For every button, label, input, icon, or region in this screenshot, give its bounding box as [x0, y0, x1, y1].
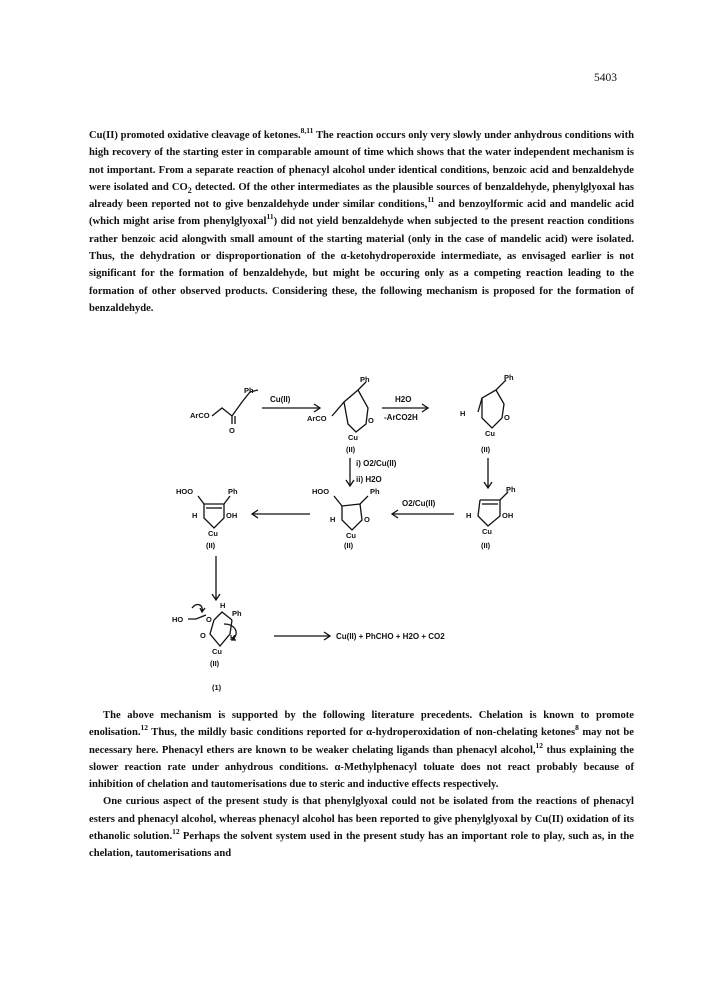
hydroperoxy-label: HOO [176, 487, 194, 496]
copper-label: Cu [485, 429, 495, 438]
acid-loss-label: -ArCO2H [384, 413, 418, 422]
phenyl-label: Ph [228, 487, 238, 496]
arrow-hydrolysis [382, 395, 428, 422]
text: thus explaining the slower reaction rate under anhydrous conditions. α-Methylphenacyl toluate does not react probably because of inhibition of chelation and tautomerisations due to steric and inductive effects respectively. [89, 744, 634, 791]
text: Thus, the mildly basic conditions reported for α-hydroperoxidation of non-chelating ketones [148, 727, 576, 739]
phenyl-label: Ph [360, 375, 370, 384]
citation: 11 [266, 212, 274, 222]
text: Perhaps the solvent system used in the present study has an important role to play, such as, in the chelation, tautomerisations and [89, 831, 634, 860]
arrow-cu-ii [262, 395, 320, 412]
chelate-ester [307, 375, 374, 454]
oxidation-state-label: (II) [481, 541, 491, 550]
hydroperoxy-label: HOO [312, 487, 330, 496]
enediol-chelate [466, 485, 516, 550]
copper-label: Cu [208, 529, 218, 538]
hydroxy-label: H [330, 515, 336, 524]
hydroxy-label: H [460, 409, 466, 418]
text: One curious aspect of the present study is that phenylglyoxal could not be isolated from the reactions of phenacyl esters and phenacyl alcohol, whereas phenacyl alcohol has been reported to give phenylglyoxal by Cu(II) oxidation of its ethanolic solution. [89, 796, 634, 843]
citation: 11 [427, 195, 435, 205]
arrow-oxidation-1 [346, 458, 397, 486]
phenyl-label: Ph [506, 485, 516, 494]
hydroperoxy-label: HO [172, 615, 184, 624]
text: may not be necessary here. Phenacyl ethers are known to be weaker chelating ligands than phenacyl alcohol, [89, 727, 634, 756]
chelate-alcohol [460, 373, 514, 454]
arrow-cyclisation [212, 556, 220, 600]
arco-label: ArCO [190, 411, 210, 420]
text: ) did not yield benzaldehyde when subjected to the present reaction conditions rather benzoic acid alongwith small amount of the starting material (only in the case of mandelic acid) were isolated. Thus, the dehydration or disproportionation of the α-ketohydroperoxide intermediate, as envisaged earlier is not significant for the formation of benzaldehyde, but might be occuring only as a competing reaction leading to the formation of other observed products. Considering these, the following mechanism is proposed for the formation of benzaldehyde. [89, 216, 634, 314]
hydroxy-label: OH [226, 511, 238, 520]
page-number: 5403 [594, 72, 617, 84]
hydrogen-label: H [220, 601, 226, 610]
oxidation-state-label: (II) [346, 445, 356, 454]
oxygen-label: O [504, 413, 510, 422]
o2-cu-label: O2/Cu(II) [402, 499, 436, 508]
reaction-scheme [170, 372, 570, 702]
oxygen-label: O [368, 416, 374, 425]
products-label: Cu(II) + PhCHO + H2O + CO2 [336, 632, 445, 641]
cu-ii-label: Cu(II) [270, 395, 291, 404]
hydroxy-label: OH [502, 511, 514, 520]
hydroxy-label: H [192, 511, 198, 520]
oxygen-label: O [364, 515, 370, 524]
oxidation-state-label: (II) [481, 445, 491, 454]
copper-label: Cu [348, 433, 358, 442]
structure-number: (1) [212, 683, 222, 692]
text: The reaction occurs only very slowly under anhydrous conditions with high recovery of the starting ester in comparable amount of time which shows that the water independent mechanism is not important. From a separate reaction of phenacyl alcohol under identical conditions, benzoic acid and benzaldehyde were isolated and CO [89, 130, 634, 193]
oxidation-state-label: (II) [206, 541, 216, 550]
arrow-fragmentation [274, 632, 330, 640]
citation: 12 [140, 723, 149, 733]
step-ii-label: ii) H2O [356, 475, 382, 484]
oxygen-label: O [200, 631, 206, 640]
hydroxy-label: H [466, 511, 472, 520]
citation: 12 [172, 827, 180, 837]
text: The above mechanism is supported by the following literature precedents. Chelation is known to promote enolisation. [89, 710, 634, 739]
hydroperoxy-enediol [176, 487, 238, 550]
citation: 8,11 [300, 126, 314, 135]
paragraph-1 [89, 127, 634, 317]
water-label: H2O [395, 395, 412, 404]
text: Cu(II) promoted oxidative cleavage of ketones. [89, 130, 301, 141]
phenyl-label: Ph [370, 487, 380, 496]
starting-ester [190, 386, 258, 435]
oxygen-label: O [229, 426, 235, 435]
phenyl-label: Ph [232, 609, 242, 618]
paragraph-2 [89, 707, 634, 863]
arco-label: ArCO [307, 414, 327, 423]
copper-label: Cu [482, 527, 492, 536]
oxidation-state-label: (II) [210, 659, 220, 668]
arrow-tautomerisation [484, 458, 492, 488]
oxidation-state-label: (II) [344, 541, 354, 550]
oxygen-label: O [206, 615, 212, 624]
phenyl-label: Ph [244, 386, 254, 395]
subscript: 2 [187, 185, 192, 195]
copper-label: Cu [212, 647, 222, 656]
text: detected. Of the other intermediates as the plausible sources of benzaldehyde, phenylglyoxal has already been reported not to give benzaldehyde under similar conditions, [89, 181, 634, 211]
arrow-oxygenation [392, 499, 454, 518]
citation: 12 [535, 740, 544, 750]
step-i-label: i) O2/Cu(II) [356, 459, 397, 468]
hydrogen-label: H [230, 633, 236, 642]
citation: 8 [575, 723, 579, 733]
copper-label: Cu [346, 531, 356, 540]
arrow-tautomerisation-2 [252, 510, 310, 518]
cyclic-intermediate [172, 601, 242, 692]
phenyl-label: Ph [504, 373, 514, 382]
hydroperoxy-ketone [312, 487, 380, 550]
text: and benzoylformic acid and mandelic acid (which might arise from phenylglyoxal [89, 199, 635, 228]
